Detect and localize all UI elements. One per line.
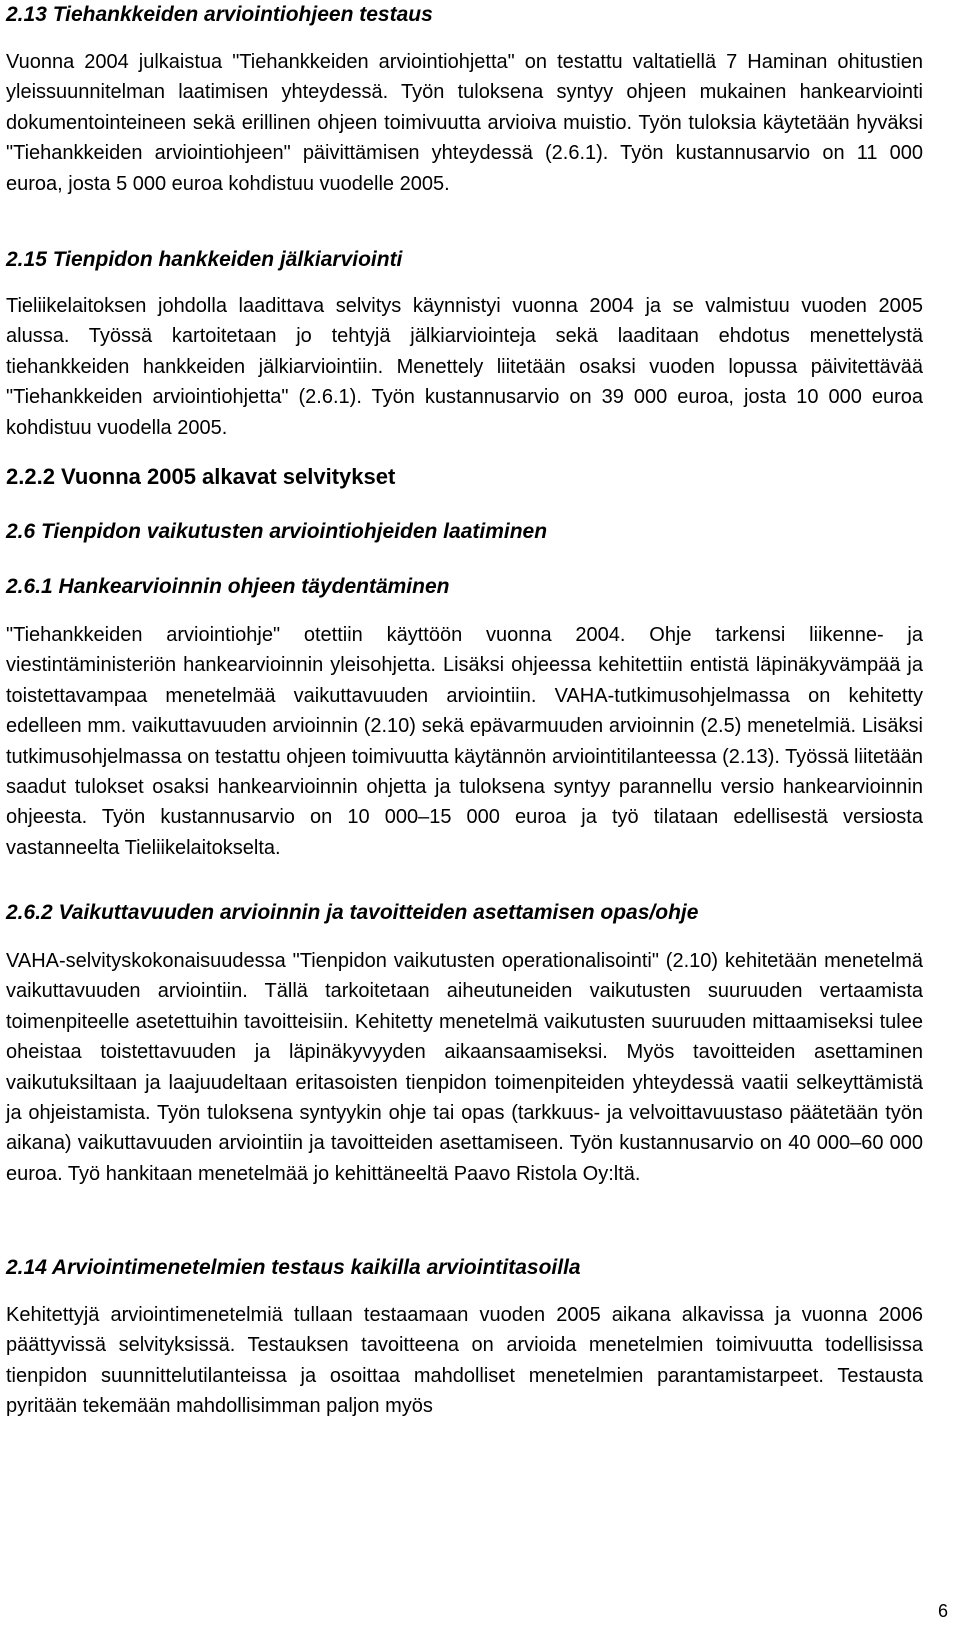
- page-number: 6: [938, 1601, 949, 1621]
- paragraph: Kehitettyjä arviointimenetelmiä tullaan testaamaan vuoden 2005 aikana alkavissa ja vuonna 2006 päättyvissä selvityksissä. Testauksen tavoitteena on arvioida menetelmien toimivuutta todellisissa tienpidon suunnittelutilanteissa ja osoittaa mahdolliset menetelmien parantamistarpeet. Testausta pyritään tekemään mahdollisimman paljon myös: [6, 1304, 923, 1418]
- section-2-6-2-body: [6, 946, 923, 1189]
- section-2-15: [6, 247, 923, 273]
- section-heading: 2.15 Tienpidon hankkeiden jälkiarviointi: [6, 248, 403, 271]
- section-2-2-2: [6, 464, 923, 490]
- section-2-6-1: [6, 574, 923, 600]
- section-2-15-body: [6, 291, 923, 443]
- paragraph: Tieliikelaitoksen johdolla laadittava selvitys käynnistyi vuonna 2004 ja se valmistuu vuoden 2005 alussa. Työssä kartoitetaan jo tehtyjä jälkiarviointeja sekä laaditaan ehdotus menettelystä tiehankkeiden hankkeiden jälkiarviointiin. Menettely liitetään osaksi vuoden lopussa päivitettävää "Tiehankkeiden arviointiohjetta" (2.6.1). Työn kustannusarvio on 39 000 euroa, josta 10 000 euroa kohdistuu vuodella 2005.: [6, 295, 923, 439]
- section-heading: 2.6 Tienpidon vaikutusten arviointiohjeiden laatiminen: [6, 520, 548, 543]
- section-heading: 2.13 Tiehankkeiden arviointiohjeen testaus: [6, 3, 433, 26]
- section-2-14-body: [6, 1300, 923, 1422]
- section-2-13-body: [6, 47, 923, 199]
- section-2-6-2: [6, 900, 923, 926]
- section-2-13: [6, 2, 923, 28]
- section-2-14: [6, 1255, 923, 1281]
- section-2-6-1-body: [6, 620, 923, 863]
- paragraph: "Tiehankkeiden arviointiohje" otettiin käyttöön vuonna 2004. Ohje tarkensi liikenne- ja viestintäministeriön hankearvioinnin yleisohjetta. Lisäksi ohjeessa kehitettiin entistä läpinäkyvämpää ja toistettavampaa menetelmää vaikuttavuuden arviointiin. VAHA-tutkimusohjelmassa on kehitetty edelleen mm. vaikuttavuuden arvioinnin (2.10) sekä epävarmuuden arvioinnin (2.5) menetelmiä. Lisäksi tutkimusohjelmassa on testattu ohjeen toimivuutta käytännön arviointitilanteessa (2.13). Työssä liitetään saadut tulokset osaksi hankearvioinnin ohjetta ja tuloksena syntyy parannellu versio hankearvioinnin ohjeesta. Työn kustannusarvio on 10 000–15 000 euroa ja työ tilataan edellisestä versiosta vastanneelta Tieliikelaitokselta.: [6, 624, 923, 859]
- section-2-6: [6, 519, 923, 545]
- section-heading: 2.6.2 Vaikuttavuuden arvioinnin ja tavoitteiden asettamisen opas/ohje: [6, 901, 699, 924]
- paragraph: VAHA-selvityskokonaisuudessa "Tienpidon vaikutusten operationalisointi" (2.10) kehitetään menetelmä vaikuttavuuden arviointiin. Tällä tarkoitetaan aiheutuneiden vaikutusten suuruuden vertaamista toimenpiteelle asetettuihin tavoitteisiin. Kehitetty menetelmä vaikutusten suuruuden mittaamiseksi tulee oheistaa toistettavuuden ja läpinäkyvyyden aikaansaamiseksi. Myös tavoitteiden asettaminen vaikutuksiltaan ja laajuudeltaan eritasoisten tienpidon toimenpiteiden yhteydessä vaatii selkeyttämistä ja ohjeistamista. Työn tuloksena syntyykin ohje tai opas (tarkkuus- ja velvoittavuustaso päätetään työn aikana) vaikuttavuuden arviointiin ja tavoitteiden asettamiseen. Työn kustannusarvio on 40 000–60 000 euroa. Työ hankitaan menetelmää jo kehittäneeltä Paavo Ristola Oy:ltä.: [6, 950, 923, 1185]
- paragraph: Vuonna 2004 julkaistua "Tiehankkeiden arviointiohjetta" on testattu valtatiellä 7 Haminan ohitustien yleissuunnitelman laatimisen yhteydessä. Työn tuloksena syntyy ohjeen mukainen hankearviointi dokumentointeineen sekä erillinen ohjeen toimivuutta arvioiva muistio. Työn tuloksia käytetään hyväksi "Tiehankkeiden arviointiohjeen" päivittämisen yhteydessä (2.6.1). Työn kustannusarvio on 11 000 euroa, josta 5 000 euroa kohdistuu vuodelle 2005.: [6, 51, 923, 195]
- section-heading: 2.2.2 Vuonna 2005 alkavat selvitykset: [6, 464, 396, 489]
- section-heading: 2.6.1 Hankearvioinnin ohjeen täydentäminen: [6, 575, 450, 598]
- section-heading: 2.14 Arviointimenetelmien testaus kaikilla arviointitasoilla: [6, 1256, 581, 1279]
